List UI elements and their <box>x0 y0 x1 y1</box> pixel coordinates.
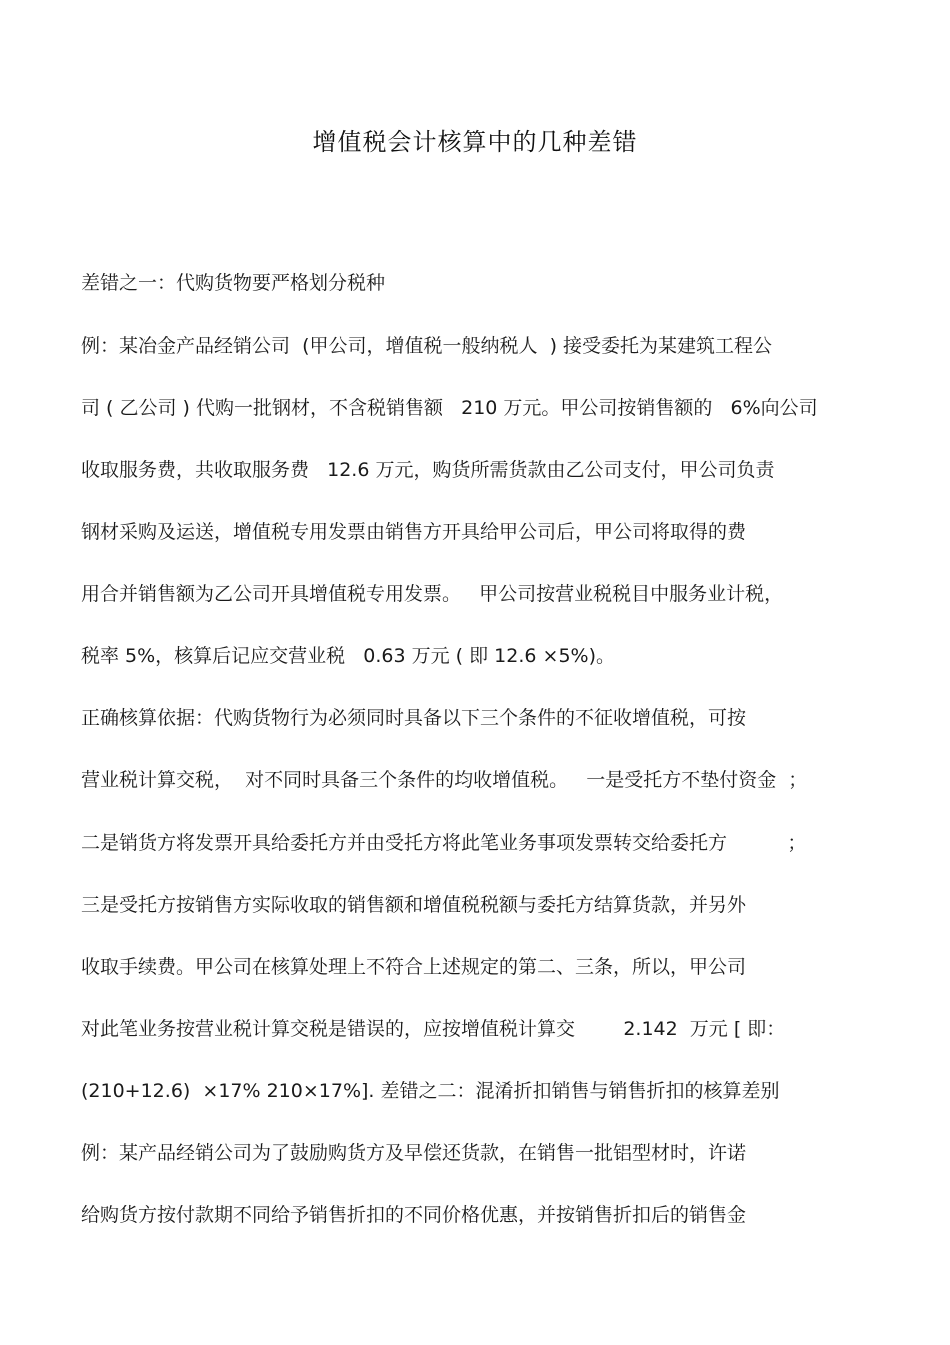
section-heading-1: 差错之一：代购货物要严格划分税种 <box>81 272 386 294</box>
paragraph-line: 正确核算依据：代购货物行为必须同时具备以下三个条件的不征收增值税，可按 <box>81 707 747 729</box>
paragraph-line: 营业税计算交税， 对不同时具备三个条件的均收增值税。 一是受托方不垫付资金 ； <box>81 769 808 791</box>
paragraph-line: 钢材采购及运送，增值税专用发票由销售方开具给甲公司后，甲公司将取得的费 <box>81 521 747 543</box>
paragraph-line: 三是受托方按销售方实际收取的销售额和增值税税额与委托方结算货款，并另外 <box>81 894 747 916</box>
document-title: 增值税会计核算中的几种差错 <box>312 128 638 156</box>
paragraph-line: 收取手续费。甲公司在核算处理上不符合上述规定的第二、三条，所以，甲公司 <box>81 956 747 978</box>
paragraph-line: 给购货方按付款期不同给予销售折扣的不同价格优惠，并按销售折扣后的销售金 <box>81 1204 747 1226</box>
paragraph-line: 收取服务费，共收取服务费 12.6 万元，购货所需货款由乙公司支付，甲公司负责 <box>81 459 775 481</box>
paragraph-line: 二是销货方将发票开具给委托方并由受托方将此笔业务事项发票转交给委托方 ； <box>81 832 807 854</box>
paragraph-line: 例：某冶金产品经销公司 (甲公司，增值税一般纳税人 ) 接受委托为某建筑工程公 <box>81 335 773 357</box>
paragraph-line: 税率 5%，核算后记应交营业税 0.63 万元 ( 即 12.6 ×5%)。 <box>81 645 615 667</box>
paragraph-line: 用合并销售额为乙公司开具增值税专用发票。 甲公司按营业税税目中服务业计税， <box>81 583 784 605</box>
paragraph-line: 对此笔业务按营业税计算交税是错误的，应按增值税计算交 2.142 万元 [ 即： <box>81 1018 786 1040</box>
paragraph-line: 例：某产品经销公司为了鼓励购货方及早偿还货款，在销售一批铝型材时，许诺 <box>81 1142 747 1164</box>
paragraph-line: 司 ( 乙公司 ) 代购一批钢材，不含税销售额 210 万元。甲公司按销售额的 6%向公司 <box>81 397 818 419</box>
paragraph-line: (210+12.6) ×17% 210×17%]. 差错之二：混淆折扣销售与销售折扣的核算差别 <box>81 1080 780 1102</box>
